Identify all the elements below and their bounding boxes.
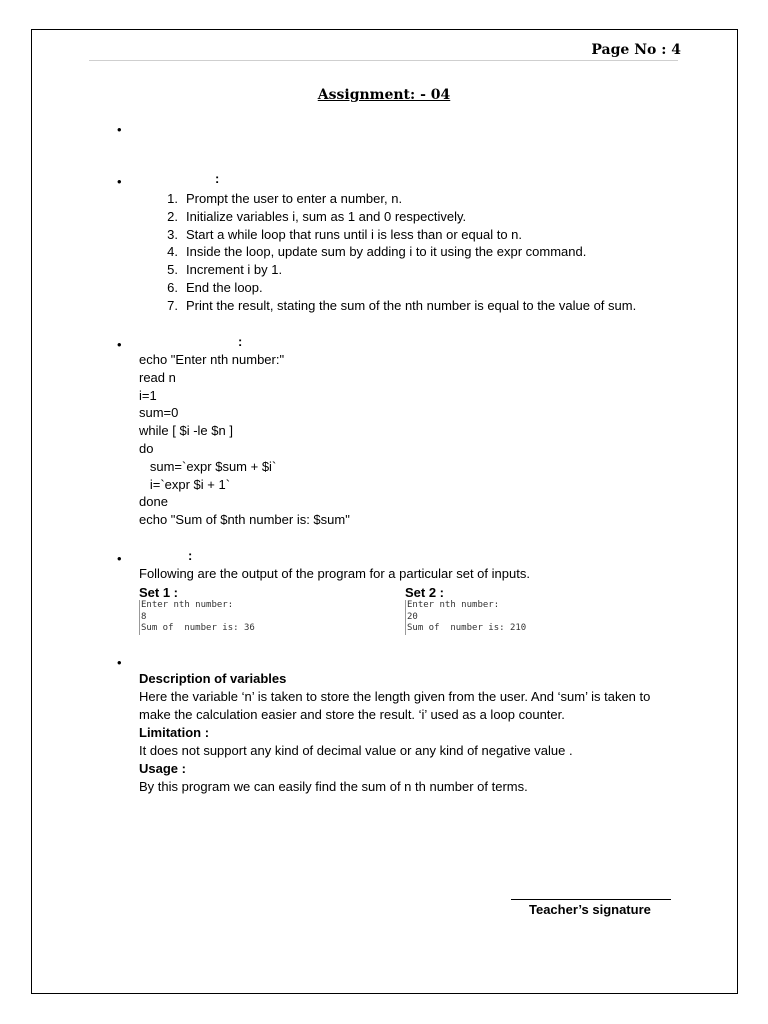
algorithm-colon: : [215,171,220,186]
limitation-heading: Limitation : [139,725,210,740]
bullet-output: • [117,551,122,566]
set2-label: Set 2 : [405,585,445,600]
bullet-aim: • [117,122,122,137]
list-item: 2. Initialize variables i, sum as 1 and 0 respectively. [167,208,467,224]
program-code: echo "Enter nth number:" read n i=1 sum=0 while [ $i -le $n ] do sum=`expr $sum + $i` i=`expr $i + 1` done echo "Sum of $nth number is: $sum" [139,352,350,528]
list-item: 4. Inside the loop, update sum by adding i to it using the expr command. [167,244,587,260]
bullet-algorithm: • [117,174,122,189]
signature-line [511,899,671,900]
usage-text: By this program we can easily find the sum of n th number of terms. [139,779,528,794]
list-item: 3. Start a while loop that runs until i is less than or equal to n. [167,226,523,242]
teacher-signature-label: Teacher’s signature [529,902,651,917]
page-border [31,29,738,994]
set2-terminal-output: Enter nth number: 20 Sum of number is: 210 [407,600,527,633]
limitation-text: It does not support any kind of decimal value or any kind of negative value . [139,743,573,758]
bullet-program: • [117,337,122,352]
header-rule [89,60,678,61]
output-colon: : [188,548,193,563]
output-intro: Following are the output of the program for a particular set of inputs. [139,566,530,581]
set1-terminal-output: Enter nth number: 8 Sum of number is: 36 [141,600,255,633]
discussion-section [139,670,669,796]
program-colon: : [238,334,243,349]
list-item: 7. Print the result, stating the sum of the nth number is equal to the value of sum. [167,297,637,313]
list-item: 6. End the loop. [167,279,263,295]
description-heading: Description of variables [139,671,287,686]
algorithm-steps [160,190,660,315]
usage-heading: Usage : [139,761,186,776]
list-item: 1. Prompt the user to enter a number, n. [167,191,403,206]
list-item: 5. Increment i by 1. [167,262,283,278]
description-text: Here the variable ‘n’ is taken to store the length given from the user. And ‘sum’ is taken to make the calculation easier and store the result. ‘i’ used as a loop counter. [139,689,651,722]
set1-label: Set 1 : [139,585,179,600]
assignment-title: Assignment: - 04 [317,87,451,103]
bullet-discussion: • [117,655,122,670]
page-number: Page No : 4 [591,42,681,58]
